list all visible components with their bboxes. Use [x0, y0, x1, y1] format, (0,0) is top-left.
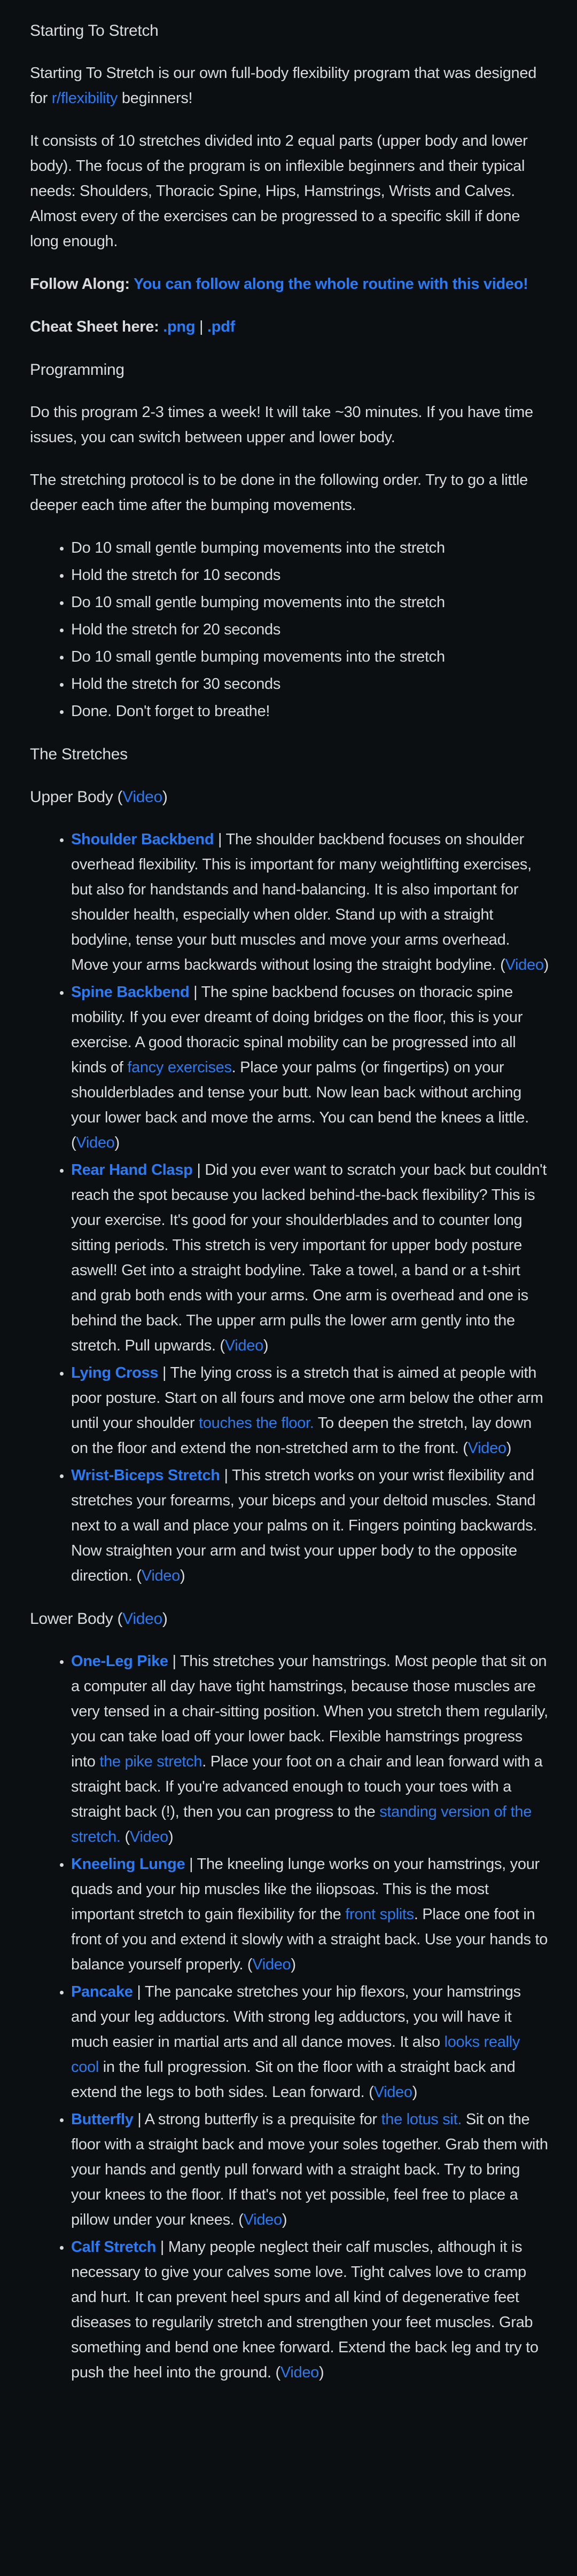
- video-link[interactable]: Video: [280, 2364, 319, 2381]
- intro-paragraph: [30, 61, 549, 111]
- stretch-item-pancake: [71, 1980, 549, 2105]
- cheat-sheet-pdf-link[interactable]: .pdf: [207, 318, 235, 335]
- video-link[interactable]: Video: [252, 1956, 291, 1973]
- looks-really-cool-link[interactable]: looks really cool: [71, 2033, 520, 2076]
- programming-heading: Programming: [30, 361, 124, 379]
- protocol-step: • Hold the stretch for 20 seconds: [71, 617, 549, 642]
- stretch-item-butterfly: [71, 2107, 549, 2233]
- video-link[interactable]: Video: [505, 956, 544, 973]
- protocol-step: • Do 10 small gentle bumping movements into the stretch: [71, 536, 549, 561]
- stretch-item-shoulder-backbend: [71, 827, 549, 978]
- calf-stretch-link[interactable]: Calf Stretch: [71, 2239, 157, 2256]
- butterfly-link[interactable]: Butterfly: [71, 2111, 134, 2128]
- video-link[interactable]: Video: [243, 2211, 282, 2228]
- text-span: Follow Along:: [30, 276, 134, 293]
- text-span: Upper Body (: [30, 788, 123, 806]
- video-link[interactable]: Video: [373, 2084, 412, 2101]
- cheat-sheet-paragraph: [30, 315, 549, 340]
- text-span: | Did you ever want to scratch your back but couldn't reach the spot because you lacked behind-the-back flexibility? This is your exercise. It's good for your shoulderblades and to counter long sitting periods. This stretch is very important for upper body posture aswell! Get into a straight bodyline. Take a towel, a band or a t-shirt and grab both ends with your arms. One arm is overhead and one is behind the back. The upper arm pulls the lower arm gently into the stretch. Pull upwards. (: [71, 1161, 547, 1354]
- video-link[interactable]: Video: [76, 1134, 115, 1151]
- stretch-item-spine-backbend: [71, 980, 549, 1156]
- fancy-exercises-link[interactable]: fancy exercises: [127, 1059, 232, 1076]
- text-span: ): [263, 1337, 269, 1354]
- lower-body-video-link[interactable]: Video: [122, 1610, 162, 1628]
- text-span: | The spine backbend focuses on thoracic spine mobility. If you ever dreamt of doing bridges on the floor, this is your exercise. A good thoracic spinal mobility can be progressed into all kinds of: [71, 984, 523, 1076]
- protocol-step: • Do 10 small gentle bumping movements into the stretch: [71, 590, 549, 615]
- one-leg-pike-link[interactable]: One-Leg Pike: [71, 1653, 168, 1670]
- stretches-heading: The Stretches: [30, 745, 128, 763]
- wrist-biceps-stretch-link[interactable]: Wrist-Biceps Stretch: [71, 1467, 220, 1484]
- protocol-step: • Hold the stretch for 30 seconds: [71, 672, 549, 697]
- lower-body-list: [30, 1649, 549, 2385]
- programming-frequency-paragraph: Do this program 2-3 times a week! It will take ~30 minutes. If you have time issues, you can switch between upper and lower body.: [30, 404, 533, 446]
- text-span: ): [114, 1134, 120, 1151]
- front-splits-link[interactable]: front splits: [345, 1906, 414, 1923]
- text-span: (: [120, 1828, 130, 1845]
- text-span: | The shoulder backbend focuses on shoulder overhead flexibility. This is important for many weightlifting exercises, but also for handstands and hand-balancing. It is also important for shoulder health, especially when older. Stand up with a straight bodyline, tense your butt muscles and move your arms overhead. Move your arms backwards without losing the straight bodyline. (: [71, 831, 532, 973]
- pancake-link[interactable]: Pancake: [71, 1983, 133, 2000]
- stretch-item-wrist-biceps-stretch: [71, 1463, 549, 1589]
- text-span: To deepen the stretch, lay down on the floor and extend the non-stretched arm to the front. (: [71, 1415, 532, 1457]
- upper-body-heading: [30, 784, 549, 810]
- touches-the-floor-link[interactable]: touches the floor.: [199, 1415, 314, 1432]
- protocol-list: [30, 536, 549, 724]
- text-span: . Place your foot on a chair and lean forward with a straight back. If you're advanced enough to touch your toes with a straight back (!), then you can progress to the: [71, 1753, 543, 1820]
- text-span: Sit on the floor with a straight back and move your soles together. Grab them with your hands and gently pull forward with a straight back. Try to bring your knees to the floor. If that's not yet possible, feel free to place a pillow under your knees. (: [71, 2111, 548, 2228]
- follow-along-paragraph: [30, 272, 549, 297]
- text-span: ): [291, 1956, 296, 1973]
- stretch-item-kneeling-lunge: [71, 1852, 549, 1977]
- video-link[interactable]: Video: [129, 1828, 168, 1845]
- text-span: | This stretches your hamstrings. Most people that sit on a computer all day have tight hamstrings, because those muscles are very tensed in a chair-sitting position. When you stretch them regularily, you can take load off your lower back. Flexible hamstrings progress into: [71, 1653, 548, 1770]
- standing-version-link[interactable]: standing version of the stretch.: [71, 1803, 532, 1845]
- video-link[interactable]: Video: [141, 1567, 180, 1584]
- stretch-item-one-leg-pike: [71, 1649, 549, 1850]
- text-span: ): [168, 1828, 174, 1845]
- text-span: | The lying cross is a stretch that is aimed at people with poor posture. Start on all fours and move one arm below the other arm until your shoulder: [71, 1364, 543, 1432]
- lower-body-heading: [30, 1606, 549, 1631]
- text-span: ): [543, 956, 549, 973]
- video-link[interactable]: Video: [224, 1337, 263, 1354]
- upper-body-video-link[interactable]: Video: [122, 788, 162, 806]
- text-span: Starting To Stretch is our own full-body flexibility program that was designed for: [30, 65, 537, 107]
- text-span: | Many people neglect their calf muscles, although it is necessary to give your calves some love. Tight calves love to cramp and hurt. It can prevent heel spurs and all kind of degenerative feet diseases to regularily stretch and strengthen your feet muscles. Grab something and bend one knee forward. Extend the back leg and try to push the heel into the ground. (: [71, 2239, 539, 2381]
- text-span: | The pancake stretches your hip flexors, your hamstrings and your leg adductors. With strong leg adductors, you will have it much easier in martial arts and all dance moves. It also: [71, 1983, 521, 2051]
- pike-stretch-link[interactable]: the pike stretch: [99, 1753, 202, 1770]
- programming-protocol-paragraph: The stretching protocol is to be done in the following order. Try to go a little deeper each time after the bumping movements.: [30, 472, 528, 514]
- spine-backbend-link[interactable]: Spine Backbend: [71, 984, 190, 1001]
- text-span: ): [506, 1440, 512, 1457]
- text-span: ): [282, 2211, 287, 2228]
- stretch-item-rear-hand-clasp: [71, 1158, 549, 1358]
- follow-along-video-link[interactable]: You can follow along the whole routine with this video!: [133, 276, 528, 293]
- kneeling-lunge-link[interactable]: Kneeling Lunge: [71, 1856, 185, 1873]
- text-span: ): [180, 1567, 185, 1584]
- cheat-sheet-png-link[interactable]: .png: [163, 318, 196, 335]
- text-span: |: [195, 318, 207, 335]
- protocol-step: • Do 10 small gentle bumping movements into the stretch: [71, 645, 549, 670]
- text-span: beginners!: [118, 90, 193, 107]
- text-span: Lower Body (: [30, 1610, 123, 1628]
- text-span: in the full progression. Sit on the floor with a straight back and extend the legs to both sides. Lean forward. (: [71, 2059, 516, 2101]
- text-span: ): [319, 2364, 324, 2381]
- rear-hand-clasp-link[interactable]: Rear Hand Clasp: [71, 1161, 193, 1179]
- page-title: Starting To Stretch: [30, 22, 159, 40]
- overview-paragraph: It consists of 10 stretches divided into 2 equal parts (upper body and lower body). The focus of the program is on inflexible beginners and their typical needs: Shoulders, Thoracic Spine, Hips, Hamstrings, Wrists and Calves. Almost every of the exercises can be progressed to a specific skill if done long enough.: [30, 132, 528, 250]
- stretch-item-lying-cross: [71, 1361, 549, 1461]
- text-span: | The kneeling lunge works on your hamstrings, your quads and your hip muscles like the iliopsoas. This is the most important stretch to gain flexibility for the: [71, 1856, 540, 1923]
- protocol-step: • Done. Don't forget to breathe!: [71, 699, 549, 724]
- video-link[interactable]: Video: [467, 1440, 506, 1457]
- text-span: . Place your palms (or fingertips) on your shoulderblades and tense your butt. Now lean back without arching your lower back and move the arms. You can bend the knees a little. (: [71, 1059, 529, 1151]
- text-span: ): [162, 1610, 168, 1628]
- upper-body-list: [30, 827, 549, 1589]
- text-span: ): [412, 2084, 418, 2101]
- shoulder-backbend-link[interactable]: Shoulder Backbend: [71, 831, 214, 848]
- text-span: . Place one foot in front of you and extend it slowly with a straight back. Use your hands to balance yourself properly. (: [71, 1906, 548, 1973]
- protocol-step: • Hold the stretch for 10 seconds: [71, 563, 549, 588]
- text-span: | A strong butterfly is a prequisite for: [133, 2111, 381, 2128]
- lotus-sit-link[interactable]: the lotus sit.: [381, 2111, 462, 2128]
- flexibility-subreddit-link[interactable]: r/flexibility: [51, 90, 118, 107]
- text-span: ): [162, 788, 168, 806]
- text-span: | This stretch works on your wrist flexibility and stretches your forearms, your biceps and your deltoid muscles. Stand next to a wall and place your palms on it. Fingers pointing backwards. Now straighten your arm and twist your upper body to the opposite direction. (: [71, 1467, 537, 1584]
- text-span: Cheat Sheet here:: [30, 318, 163, 335]
- lying-cross-link[interactable]: Lying Cross: [71, 1364, 159, 1381]
- stretch-item-calf-stretch: [71, 2235, 549, 2385]
